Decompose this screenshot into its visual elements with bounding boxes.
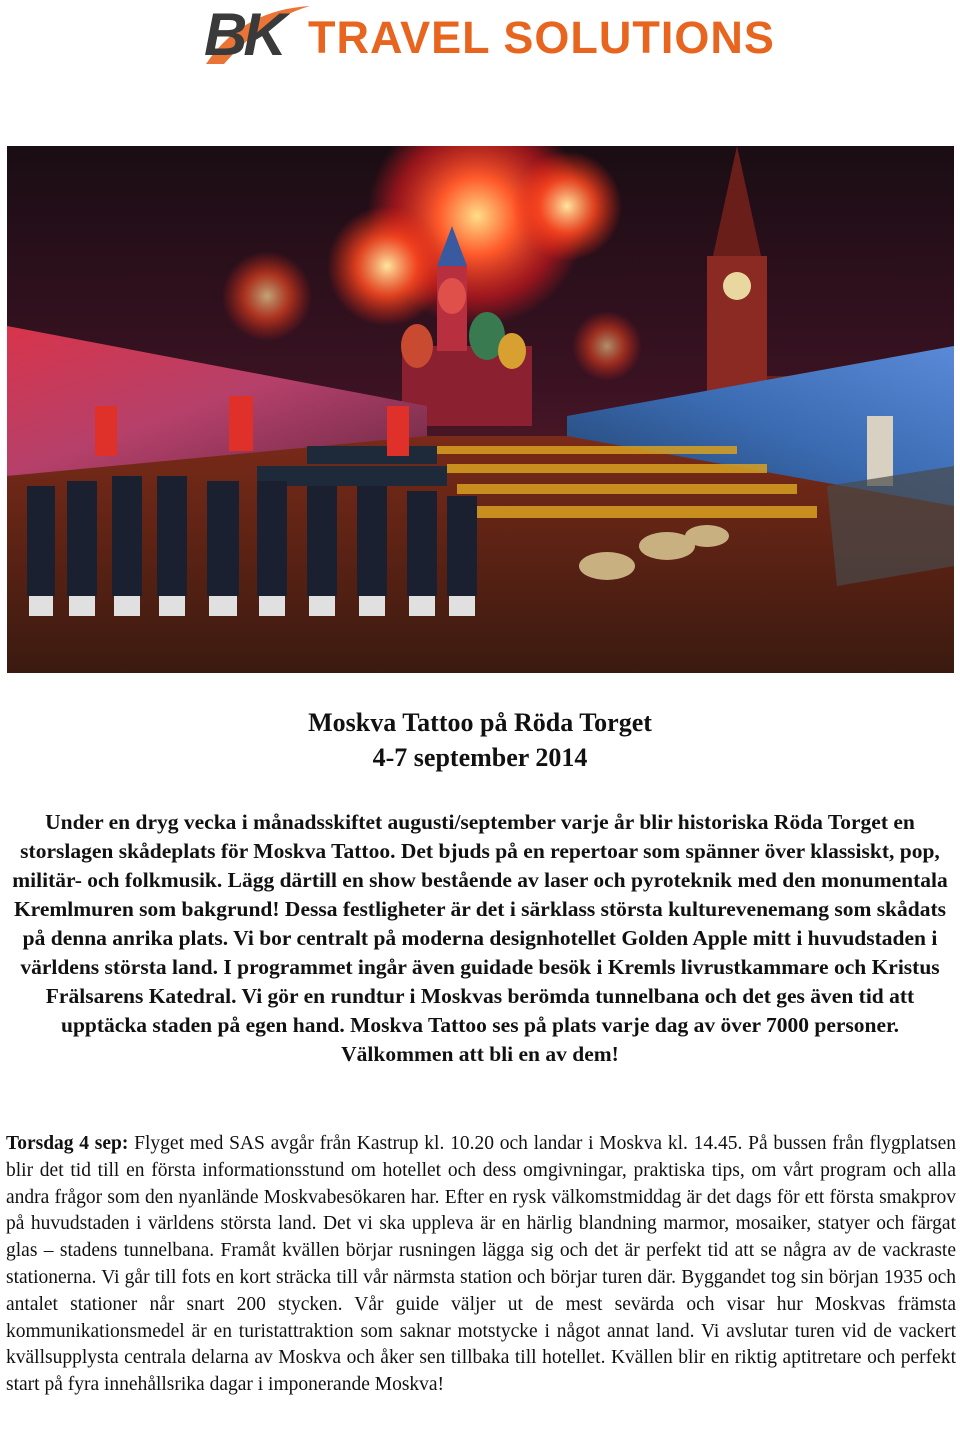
page-title: Moskva Tattoo på Röda Torget <box>308 708 652 737</box>
fireworks-over-red-square-photo-icon <box>7 146 954 673</box>
logo-mark: BK <box>204 1 283 68</box>
intro-paragraph: Under en dryg vecka i månadsskiftet augusti/september varje år blir historiska Röda Torget en storslagen skådeplats för Moskva Tattoo. Det bjuds på en repertoar som spänner över klassiskt, pop, militär- och folkmusik. Lägg därtill en show bestående av laser och pyroteknik med den monumentala Kremlmuren som bakgrund! Dessa festligheter är det i särklass största kulturevenemang som skådats på denna anrika plats. Vi bor centralt på moderna designhotellet Golden Apple mitt i huvudstaden i världens största land. I programmet ingår även guidade besök i Kremls livrustkammare och Kristus Frälsarens Katedral. Vi gör en rundtur i Moskvas berömda tunnelbana och det ges även tid att upptäcka staden på egen hand. Moskva Tattoo ses på plats varje dag av över 7000 personer. Välkommen att bli en av dem! <box>12 810 948 1066</box>
logo-name: TRAVEL SOLUTIONS <box>308 12 775 63</box>
itinerary-day-1 <box>6 1131 956 1399</box>
company-logo <box>200 0 775 72</box>
event-dates: 4-7 september 2014 <box>372 743 588 772</box>
day-label: Torsdag 4 sep: <box>6 1133 129 1154</box>
hero-photo <box>7 146 954 673</box>
day-text: Flyget med SAS avgår från Kastrup kl. 10.20 och landar i Moskva kl. 14.45. På bussen från flygplatsen blir det tid till en första informationsstund om hotellet och dess omgivningar, praktiska tips, om vårt program och alla andra frågor som den nyanlände Moskvabesökaren har. Efter en rysk välkomstmiddag är det dags för ett första smakprov på huvudstaden i världens största land. Det vi ska uppleva är en härlig blandning marmor, mosaiker, statyer och färgat glas – stadens tunnelbana. Framåt kvällen börjar rusningen lägga sig och det är perfekt tid att se några av de vackraste stationerna. Vi går till fots en kort sträcka till vår närmsta station och börjar turen där. Byggandet tog sin början 1935 och antalet stationer når snart 200 stycken. Vår guide väljer ut de mest sevärda och visar hur Moskvas främsta kommunikationsmedel är en turistattraktion som saknar motstycke i något annat land. Vi avslutar turen vid de vackert kvällsupplysta centrala delarna av Moskva och åker sen tillbaka till hotellet. Kvällen blir en riktig aptitretare och perfekt start på fyra innehållsrika dagar i imponerande Moskva! <box>6 1133 957 1396</box>
